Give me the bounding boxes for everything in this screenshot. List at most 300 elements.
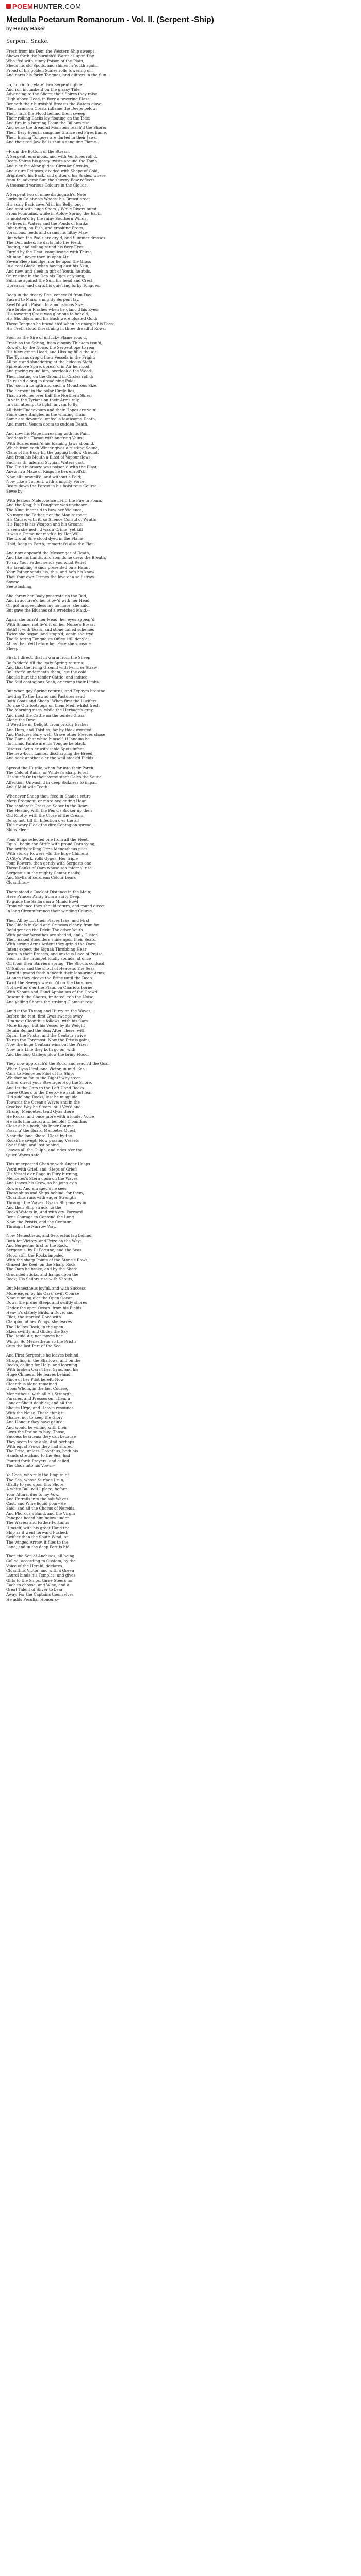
poem-line: Here Princes Array from a surly Deep.: [6, 894, 81, 899]
poem-line: Passing' the Guard Menoetes Quest,: [6, 1128, 77, 1133]
poem-line: Rock; His Sailors rise with Shouts,: [6, 1277, 74, 1282]
poem-line: And new, and sleek in gift of Youth, he rolls,: [6, 268, 91, 274]
poem-line: Be litter'd underneath them, lest the cold: [6, 670, 87, 675]
poem-line: Grounded sticks, and hangs upon the: [6, 1272, 79, 1277]
poem-line: Cloanthus.--: [6, 880, 30, 885]
poem-line: And darts his forky Tongues, and glitters in the Sun.--: [6, 73, 110, 78]
poem-line: Sheep.: [6, 646, 20, 651]
poem-line: His Rage is his Weapon and his Groans;: [6, 522, 84, 527]
poem-line: Cast, and Wine liquid pour--He: [6, 1501, 67, 1506]
poem-line: It was a Crime not mark'd by Her Will.: [6, 531, 81, 536]
poem-line: The winged Arrow, it flies to the: [6, 1539, 69, 1545]
poem-line: Under the open Ocean--from his Fields: [6, 1305, 81, 1310]
poem-line: Both! it with Tears, and stone called schemes: [6, 626, 94, 632]
poem-line: Hither direct your Steerage; Hug the Shore,: [6, 1080, 92, 1086]
poem-line: A City's Work, rolls Gyges: Her triple: [6, 856, 78, 861]
poem-line: Four Rowers, then gently with Sergests one: [6, 861, 91, 866]
poem-line: Their naked Shoulders shine upon their Seats.: [6, 937, 96, 942]
poem-line: Seven Sleep indulge, nor lie upon the Grass: [6, 259, 91, 264]
poem-line: And Sergestus first to the Rock,: [6, 1243, 68, 1248]
poem-line: There stood a Rock at Distance in the Main;: [6, 889, 92, 894]
poem-line: Pous Ships selected one from all the Fleet,: [6, 837, 89, 842]
poem-line: Now running o'er the Open Ocean,: [6, 1295, 74, 1300]
poem-line: More eager, by his Oars' swift Course: [6, 1291, 79, 1296]
poem-line: Oh go! in speechless my no more, she said,: [6, 603, 90, 608]
poem-line: Himself, with his great Hand the: [6, 1525, 70, 1530]
poem-line: Laurel binds his Temples; and gives: [6, 1573, 76, 1578]
poem-line: And from his Mouth a Blast of Vapour flows,: [6, 455, 92, 460]
poem-line: Each to choose, and Wine, and a: [6, 1582, 70, 1587]
byline: [6, 26, 355, 32]
poem-line: Bent Courage to Contend the Long: [6, 1214, 74, 1219]
poem-line: His Vessel o'er Rage in Fury burning,: [6, 1171, 79, 1176]
poem-stanza: [6, 1286, 355, 1348]
poem-line: Through the Narrow Way.: [6, 1224, 56, 1229]
poem-stanza: [6, 1353, 355, 1468]
poem-line: Whenever Sheep thou feed in Shades retire: [6, 794, 91, 799]
poem-line: Rears Spires his gorgy twists around the Tomb,: [6, 159, 99, 164]
poem-line: Struggling in the Shallows, and on the: [6, 1358, 81, 1363]
poem-line: Ships Fleet.: [6, 827, 29, 833]
poem-line: The Prize, unless Cloanthus, both his: [6, 1449, 78, 1454]
poem-line: With sturdy Rowers,--In the huge Chimera,: [6, 851, 90, 856]
poem-line: Lives the Praise to buy; Those,: [6, 1429, 66, 1434]
poem-line: The Sea, whose Surface I run,: [6, 1477, 65, 1482]
poem-line: Fire broke in Flashes when he glanc'd his Eyes;: [6, 307, 99, 312]
poem-line: Poured forth Prayers, and called: [6, 1458, 69, 1463]
poem-line: Has surfe Or in their verse steer Gales the Sauce: [6, 775, 102, 780]
poem-line: Menoetes's Stern upon on the Waves,: [6, 1176, 79, 1181]
poem-line: Sublime against the Sun, his head and Crest: [6, 278, 92, 283]
poem-line: Of Sailors and the shout of Heavens The Seas: [6, 965, 95, 971]
poem-line: Said; and all the Chorus of Nereids,: [6, 1506, 76, 1511]
poem-line: from th' adverse Sun the shivery Bow reflects: [6, 178, 95, 183]
poem-line: Vex'd with Grief, and, Steps of Grief;: [6, 1166, 77, 1172]
poem-line: Then floating on the Ground in Circles roll'd;: [6, 374, 93, 379]
poem-line: Him next Cloanthus follows, with his Oars: [6, 1018, 88, 1023]
poem-line: Again she turn'd her Head: her eyes appear'd: [6, 617, 95, 622]
poem-line: Clapping of her Wings, she leaves: [6, 1319, 72, 1325]
poem-line: Tho' such a Length and such a Monstrous Size,: [6, 383, 98, 388]
poem-line: Spread the Hurdle, when far into their Parch: [6, 765, 93, 770]
poem-line: Rocks he swept; Now passing Vessels: [6, 1138, 79, 1143]
poem-line: Whither so far to the Right? why steer: [6, 1076, 80, 1081]
poem-line: Close at his back, his Inner Course: [6, 1124, 74, 1129]
poem-line: Skies swiftly and Glides the Sky: [6, 1329, 68, 1334]
poem-line: Gyas' Ship, and lost behind,: [6, 1143, 60, 1148]
poem-line: Three Banks of Oars whose sea infernal rise.: [6, 866, 93, 871]
poem-line: Stood still, the Rocks impaled: [6, 1252, 64, 1258]
poem-line: And o'er the Altar glides: Circular Streaks,: [6, 163, 89, 168]
poem-line: Panopea heard him below under: [6, 1516, 69, 1521]
poem-line: Since of her Pilot bereft: Now: [6, 1377, 64, 1382]
poem-line: A Serpent, enormous, and with Ventures roll'd,: [6, 154, 97, 159]
poem-line: And their red Jaw-Balls shut a sanguine Flame.--: [6, 140, 100, 145]
poem-line: She threw her Body prostrate on the Bed,: [6, 594, 88, 599]
poem-line: Swell'd with Poison to a monstrous Size;: [6, 302, 85, 307]
poem-line: His Teeth stood threat'ning in three dreadful Rows.: [6, 326, 106, 331]
poem-line: Through the Waves, Gyas's Ship-mates in: [6, 1200, 87, 1205]
poem-line: Great Talent of Silver to bear: [6, 1587, 63, 1592]
poem-line: High above Head, in fiery a towering Blaze;: [6, 96, 91, 101]
poem-line: Land, and in the deep Port is hid.: [6, 1544, 71, 1549]
poem-line: Th' unwary Flock the dire Contagion spread.--: [6, 822, 95, 827]
poem-line: Huge Chimera, He leaves behind,: [6, 1372, 72, 1377]
poem-line: Raging, and rolling round his fiery Eyes,: [6, 245, 85, 250]
poem-line: First, I direct, that in warm from the Sheep: [6, 655, 90, 660]
poem-line: Amidst the Throng and Hurry on the Waves;: [6, 1009, 92, 1014]
poem-line: Rocks Waters in, And with cry, Forward: [6, 1210, 83, 1215]
poem-line: He Rocks, and once more with a louder Voice: [6, 1114, 94, 1119]
poem-line: Sergestus, by Ill Fortune, and the Seas: [6, 1248, 81, 1253]
poem-line: To say Your Father sends you what Relief: [6, 560, 86, 565]
by-label: by: [6, 26, 12, 32]
poem-line: No more the Father, nor the Man respect:: [6, 512, 88, 517]
poem-line: Crooked Way he Steers; still Vex'd and: [6, 1104, 81, 1109]
poem-line: The faltering Tongue its Office still deny'd;: [6, 636, 89, 641]
poem-stanza: [6, 431, 355, 494]
poem-line: But when gay Spring returns, and Zephyrs breathe: [6, 689, 105, 694]
poem-line: Some die entangled in the winding Train;: [6, 412, 87, 417]
poem-line: With the sharp Points of the Stone's Rows;: [6, 1257, 89, 1262]
poem-line: The Tyrians drop'd their Vessels in the Fright;: [6, 354, 96, 360]
poem-line: Soon as the Trumpet loudly sounds, at once: [6, 956, 91, 961]
poem-line: The Chiefs in Gold and Crimson clearly from far: [6, 923, 100, 928]
poem-line: In a cool Glade: when having cast his Skin,: [6, 264, 90, 269]
poem-line: Voice of the Herald, declares: [6, 1563, 62, 1568]
poem-line: Flies, the startled Dove with: [6, 1315, 61, 1320]
poem-line: The Cold of Rains, or Winter's sharp Frost: [6, 770, 88, 775]
poem-line: And fire in a burning Foam the Billows rise;: [6, 121, 91, 126]
poem-line: And Honour they have gain'd;: [6, 1420, 64, 1425]
poem-stanza: [6, 498, 355, 546]
poem-line: The brutal Sire stood dyed in the Flame;: [6, 536, 85, 541]
poem-line: With Shouts and Hand-Applauses of the Crowd: [6, 990, 97, 995]
poem-line: Louder Shout doubles; and all the: [6, 1401, 72, 1406]
poem-content: [6, 15, 355, 1606]
poem-line: The Gods into his Vows.--: [6, 1463, 55, 1468]
poem-line: His blew green Head, and Hissing fill'd the Air.: [6, 350, 97, 355]
poem-line: But Menestheus joyful, and with Success: [6, 1286, 86, 1291]
poem-line: And Pastures Bury well; Grave other Fleeces chose: [6, 732, 105, 737]
poem-line: Should hurt the tender Cattle, and induce: [6, 674, 88, 680]
poem-line: Success heartens; they can because: [6, 1434, 76, 1439]
poem-line: Cloanthus alone remained.: [6, 1382, 58, 1386]
poem-line: And azure Eclipses, divided with Shape of Gold,: [6, 168, 99, 173]
poem-stanza: [6, 794, 355, 832]
poem-line: Voracious, feeds and crams his filthy Maw.: [6, 230, 89, 235]
poem-line: Then All by Lot their Places take, and First,: [6, 918, 91, 923]
poem-line: The Hollow Rock, in the open: [6, 1324, 63, 1329]
poem-line: And yelling Shores the striking Clamour rose.: [6, 999, 95, 1005]
poem-line: And gazing round him, overlook'd the Wood:: [6, 369, 92, 374]
poem-line: Off from their Barriers spring: The Shouts confusd: [6, 961, 105, 966]
poem-line: The tenderest Grass on Sober in the Rear--: [6, 803, 90, 808]
poem-stanza: [6, 617, 355, 651]
poem-line: A Serpent two of mine distinguish'd Note: [6, 192, 87, 197]
poem-line: Lurks in Calabria's Woods: his Breast erect: [6, 197, 90, 202]
poem-line: And First Sergestus he leaves behind,: [6, 1353, 80, 1358]
poem-line: And now appear'd the Messenger of Death,: [6, 550, 90, 555]
poem-stanza: [6, 1233, 355, 1281]
poem-line: Fury'd by the Heat, complicated with Thirst.: [6, 249, 92, 255]
poem-line: The Dull ashes, he darts into the Field,: [6, 240, 81, 245]
poem-line: His Cause, with it, so Silence Consul of Wrath;: [6, 517, 96, 522]
poem-line: With equal Prows they had shared: [6, 1444, 73, 1449]
poem-line: Discuss. Set o'er with sable Spots infect: [6, 746, 84, 751]
poem-line: The Waves; and Father Portunus: [6, 1520, 69, 1526]
poem-line: Turn'd upward froth beneath their labouring Arms;: [6, 971, 106, 976]
poem-line: Sheds his old Spoils, and shines in Youth again.: [6, 63, 99, 68]
poem-line: A thousand various Colours in the Clouds.--: [6, 182, 90, 188]
poem-line: Gifts to the Ships, three Steers for: [6, 1578, 73, 1583]
poem-line: Cuts the last Part of the Sea,: [6, 1343, 62, 1348]
logo-text-hunter: HUNTER: [33, 3, 63, 10]
poem-stanza: [6, 1554, 355, 1602]
poem-line: Menestheus, with all his Strength,: [6, 1391, 73, 1396]
poem-subtitle: Serpent. Snake.: [6, 39, 49, 44]
poem-line: The Fir'd in amaze was poison'd with the Blast;: [6, 465, 98, 470]
poem-line: Proud of his golden Scales rolls towering on,: [6, 68, 93, 73]
poem-line: Then the Son of Anchises, all being: [6, 1554, 75, 1559]
poem-line: Sergestus in the mighty Centaur sails;: [6, 870, 81, 875]
poem-line: Old Knotty, with the Close of the Cream.: [6, 813, 85, 818]
poem-line: And in accurse'd her Blow'd with her Head.: [6, 598, 91, 603]
poem-line: Mt may I never then in open Air: [6, 254, 69, 259]
poem-line: Quiet Waves safe.: [6, 1152, 41, 1157]
poem-line: All their Endeavours and their Hopes are vain!: [6, 407, 97, 412]
poem-stanza: [6, 551, 355, 589]
poem-line: From whence they should return, and round direct: [6, 904, 105, 909]
poem-line: When Gyas First, and Victor, in mid- Sea: [6, 1066, 85, 1071]
poem-line: Heav'n's stately Birds, a Dove, and: [6, 1310, 74, 1315]
poem-line: Their rolling Backs lay floating on the Tide;: [6, 115, 90, 121]
poem-line: And now his Rage increasing with his Pain,: [6, 431, 90, 436]
poem-line: Its humid Palate are his Tongue be black,: [6, 741, 87, 747]
poem-line: Leaves all the Gulph, and rides o'er the: [6, 1147, 83, 1153]
poem-line: Wings, So Menestheus so the Pristis: [6, 1338, 77, 1344]
poem-line: Rowel'd by the Noise, the Serpent ope to rear: [6, 345, 95, 350]
poem-line: Hold, keep in Earth, immortal'd also the Flat--: [6, 541, 96, 546]
poem-line: Those ships and Ships behind, for them,: [6, 1191, 84, 1196]
poem-line: Detain Behind the Sea: After These, with: [6, 1028, 86, 1033]
poem-stanza: [6, 149, 355, 188]
poem-stanza: [6, 890, 355, 913]
poem-line: And the long Galleys plow the briny Flood.: [6, 1052, 89, 1057]
poem-line: He adds Peculiar Honours--: [6, 1597, 60, 1602]
poem-line: He lives in Waters and the Ponds of Banks: [6, 221, 88, 226]
logo-text-com: .COM: [62, 3, 81, 10]
poem-line: Towards the Ocean's Wave: and in the: [6, 1099, 80, 1105]
poem-line: With Scales encir'd his foaming Jaws abound,: [6, 440, 94, 446]
poem-line: He calls him back: and behold! Cloanthus: [6, 1118, 87, 1124]
poem-line: Beats in their Breasts, and anxious Love of Praise.: [6, 952, 104, 957]
poem-stanza: [6, 1472, 355, 1549]
poem-line: Upon Whom, in the last Course,: [6, 1386, 68, 1392]
poem-line: And would be willing with their: [6, 1425, 68, 1430]
poem-line: Or, resting in the Den his Eggs or young,: [6, 274, 86, 279]
poem-line: At last her Veil before her Face she spread--: [6, 641, 91, 646]
poem-line: His Shoulders and his Back were bloated Gold;: [6, 316, 97, 321]
poem-body: [6, 49, 355, 1602]
poem-line: And Scylla of cerulean Colour bears: [6, 875, 76, 880]
poem-line: Is seen she ned i'd was a Crime, yet kill: [6, 527, 83, 532]
poem-line: His trembling Hands presented on a Haunt: [6, 565, 90, 570]
poem-line: Grazed the Keel; on the Sharp Rock: [6, 1262, 76, 1267]
top-bar: [0, 0, 361, 12]
poem-line: Sacred to Mars, a mighty Serpent lay,: [6, 297, 79, 302]
poem-line: Equal, the Pristis, and the Centaur strive: [6, 1032, 86, 1038]
poem-line: Calls to Menoetes Pilot of his Ship:: [6, 1071, 74, 1076]
poem-stanza: [6, 594, 355, 613]
poem-line: This unexpected Change with Anger Heaps: [6, 1162, 90, 1167]
poem-line: Anew in a Maze of Rings he lies enroll'd,: [6, 469, 85, 474]
poem-line: Leave Others to the Deep,--He said: but fear: [6, 1090, 92, 1095]
poem-line: Now all unravell'd, and without a Fold;: [6, 474, 81, 479]
poem-line: Beneath their burnish'd Breasts the Waters glow;: [6, 101, 102, 106]
poem-line: The Oars he broke, and by the Shore: [6, 1267, 78, 1272]
poem-line: Such as th' infernal Stygian Waters cast.: [6, 460, 85, 465]
poem-line: Clans of his Body fill the gaping hollow Ground.: [6, 450, 99, 455]
poem-line: Shows forth the burnish'd Water as upon Day,: [6, 54, 95, 59]
poem-line: Your Altars, due to my Vow,: [6, 1492, 59, 1497]
poem-line: Cloanthus runs with eager Strength: [6, 1195, 76, 1200]
poem-line: Who, fed with sunny Poison of the Plain,: [6, 58, 85, 63]
poem-line: Their fiery Eyes in sanguine Glance red Fires flame,: [6, 130, 107, 135]
poem-line: But gave the Blushes of a wretched Maid.--: [6, 608, 90, 613]
poem-line: In vain attempt to fight, in vain to fly;: [6, 402, 79, 408]
poem-line: The foul contagious Scab, or cramp their Limbs.: [6, 679, 100, 684]
poem-line: And let the Oars to the Left Hand Rocks: [6, 1085, 84, 1090]
poem-line: With broken Oars Then Gyas, and his: [6, 1367, 79, 1372]
poem-line: Ship as it went forward Pushed;: [6, 1530, 69, 1535]
poem-line: More happy; but his Vessel by its Weight: [6, 1023, 85, 1028]
poem-line: Be fodder'd till the leafy Spring returns:: [6, 660, 84, 665]
poem-title: Medulla Poetarum Romanorum - Vol. II. (Serpent -Ship): [6, 15, 214, 24]
poem-stanza: [6, 293, 355, 331]
poem-line: Shame, not to keep the Glory: [6, 1415, 63, 1420]
poem-line: And seize the dreadful Monsters reach'd the Shore;: [6, 125, 106, 130]
poem-line: And like his Lands, and sounds he drew the Breath,: [6, 555, 106, 561]
poem-line: Advancing to the Shore: their Spires they raise: [6, 92, 97, 97]
poem-line: To guide the Sailors on a Mimic Bowl: [6, 899, 78, 904]
poem-stanza: [6, 766, 355, 789]
poem-line: But when the Pools are dry'd, and Summer dresses: [6, 235, 105, 240]
poem-line: And leaves his Crew, so he joins ev'n: [6, 1181, 77, 1186]
poem-line: Now Menestheus, and Sergestus lag behind,: [6, 1233, 93, 1239]
poem-line: They now approach'd the Rock, and reach'd the Goal,: [6, 1061, 110, 1066]
poem-line: Refulgent on the Deck: The other Youth: [6, 927, 83, 933]
poem-line: Hands stretching to the Sea, had: [6, 1453, 70, 1459]
poem-line: Strong, Menoetes, tend Gyas there: [6, 1109, 74, 1114]
poem-line: Not swifter o'er the Plain, on Chariots borne,: [6, 985, 94, 990]
poem-line: He rush'd along in dread'ning Fold:: [6, 379, 75, 383]
poem-line: Which from each Winter gives a rustling Sound,: [6, 445, 100, 450]
poem-line: Twixt the Sweeps wrench'd on the Oars bow.: [6, 980, 93, 985]
poem-line: Fresh from his Den, the Western Ship sweeps,: [6, 49, 96, 54]
poem-line: And Burs, and Thistles, far by thick worsted: [6, 727, 92, 732]
poem-stanza: [6, 1009, 355, 1057]
poem-line: The Serpent in the polar Circle lies,: [6, 388, 76, 393]
poem-line: --From the Bottom of the Stream: [6, 149, 70, 154]
poem-line: Ye Gods, who rule the Empire of: [6, 1472, 69, 1478]
poem-line: Your Father sends his, this, and he's his know: [6, 569, 95, 574]
poem-line: Now, the Pristis, and the Centaur: [6, 1219, 71, 1224]
poem-stanza: [6, 1061, 355, 1157]
poem-line: Spire above Spire, uprear'd in Air he stood,: [6, 364, 91, 369]
author-link[interactable]: Henry Baker: [13, 26, 45, 32]
poem-line: Sewe by: [6, 488, 23, 494]
poem-line: Equal, begin the Strife with proud Oars vying,: [6, 841, 96, 846]
poem-line: With poplar Wreathes are shaded, and / Glisten: [6, 932, 99, 937]
poem-line: Lo, horrid to relate! two Serpents glide,: [6, 82, 84, 87]
poem-line: All pale and shuddering at the hideous Sight,: [6, 359, 94, 364]
poem-line: A white Bull will I place, before: [6, 1487, 68, 1492]
poem-line: Their crimson Crests inflame the Deeps below:: [6, 106, 97, 111]
poem-stanza: [6, 192, 355, 288]
poem-line: That stretches over half the Northern Skies;: [6, 393, 92, 398]
poem-line: Their Tails the Flood behind them sweep,: [6, 111, 87, 116]
logo-text-poem: POEM: [12, 3, 34, 10]
site-logo[interactable]: [6, 3, 81, 10]
poem-line: Some are devour'd, or feel a loathsome Death,: [6, 417, 96, 422]
poem-stanza: [6, 918, 355, 1004]
poem-line: Cloanthus Victor, and with a Green: [6, 1568, 74, 1573]
poem-line: Gladly to you upon this Shore,: [6, 1482, 65, 1487]
poem-line: The King, incens'd to how her Violence,: [6, 507, 83, 513]
poem-line: Twice she began, and stopp'd; again she tryd;: [6, 632, 95, 637]
poem-line: Delay not, till th' Infection o'er the all: [6, 818, 79, 823]
poem-line: Near the loud Shore. Close by the: [6, 1133, 72, 1138]
poem-line: With the Noise. These think it: [6, 1410, 64, 1415]
poem-line: And spot with huge Spots, / While Rivers burst: [6, 206, 97, 211]
poem-line: Now in a Line they both go on, with: [6, 1047, 76, 1052]
poem-line: The liquid Air, nor moves her: [6, 1334, 63, 1339]
poem-line: And the King, his Daughter was unchosen: [6, 503, 88, 508]
poem-line: His scaly Back cover'd in his Belly long,: [6, 201, 84, 207]
poem-line: Sowne.: [6, 579, 21, 584]
poem-line: Affection, Unwash'd in deep Sickness to impair: [6, 779, 97, 785]
poem-line: Rowers, And enraged's he sees: [6, 1185, 67, 1191]
poem-line: In long Circumference their winding Course.: [6, 908, 93, 913]
poem-line: Now the huge Centaur wins out the Prize:: [6, 1042, 88, 1047]
poem-line: Both for Victory, and Prize on the Way:: [6, 1238, 81, 1243]
poem-line: And seek another o'er the well-stock'd Fields.--: [6, 756, 97, 761]
poem-line: That Your own Crimes the love of a self straw--: [6, 574, 97, 580]
poem-line: Swifter than the South Wind, or: [6, 1535, 68, 1540]
poem-line: And / Mild wile Teeth.--: [6, 784, 52, 789]
poem-line: Brighten'd his Back, and glitter'd his Scales, where: [6, 173, 106, 178]
poem-line: The Rams, that white himself, if Jandina he: [6, 737, 90, 742]
poem-line: Upreaars, and darts his quiv'ring forky Tongues.: [6, 283, 101, 288]
poem-stanza: [6, 335, 355, 427]
poem-line: Inviting To the Lawns and Pastures send: [6, 693, 85, 699]
poem-line: Now, like a Torrent, with a mighty Force,: [6, 479, 86, 484]
poem-line: They seem to be able. And perhaps: [6, 1439, 74, 1444]
poem-line: From Fountains, while in Ablow Spring the Earth: [6, 211, 102, 216]
poem-line: With strong Arms Ardent they grip'd the Oars;: [6, 942, 96, 947]
poem-line: Three Tongues he brandish'd when he charg'd his Foes;: [6, 321, 114, 326]
poem-line: Soon as the Sire of unlucky Flame rous'd,: [6, 335, 87, 341]
poem-line: Intent expect the Signal: Throbbing Hear: [6, 946, 87, 952]
poem-line: If Weed be nr Delight, from prickly Brakes,: [6, 722, 90, 727]
poem-line: And Entrails into the salt Waves: [6, 1496, 69, 1501]
poem-stanza: [6, 655, 355, 684]
poem-line: Bears down the Forest in his boist'rous Course.--: [6, 484, 101, 489]
poem-stanza: [6, 1162, 355, 1229]
poem-line: In vain the Tyrians on their Arms rely,: [6, 398, 80, 403]
poem-line: And that the living Ground with Fern, or Straw,: [6, 665, 98, 670]
